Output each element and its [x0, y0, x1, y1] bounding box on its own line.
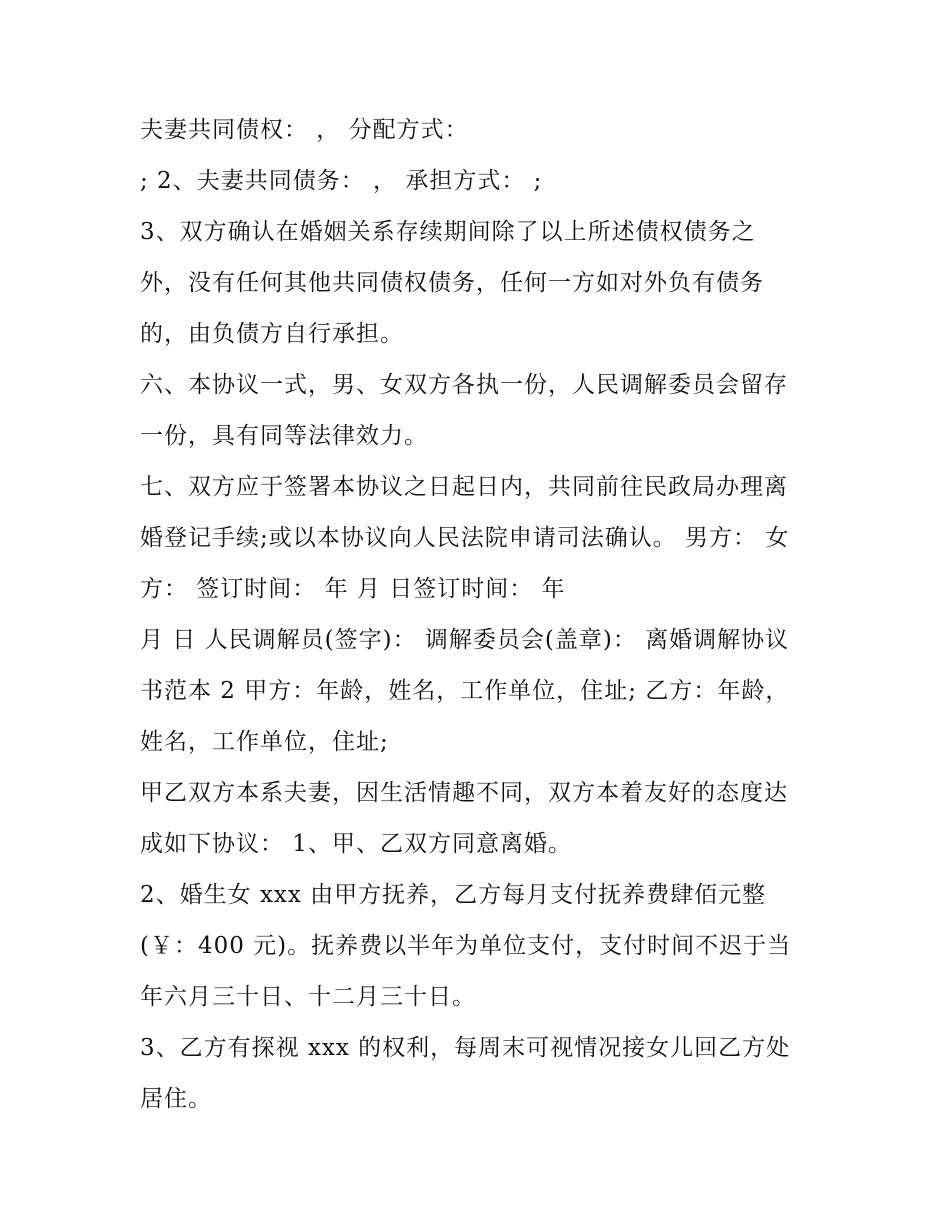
text-line: 七、双方应于签署本协议之日起日内，共同前往民政局办理离	[140, 474, 788, 500]
text-line: 外，没有任何其他共同债权债务，任何一方如对外负有债务	[140, 270, 764, 296]
text-line: 成如下协议： 1、甲、乙双方同意离婚。	[140, 831, 572, 857]
text-line: 居住。	[140, 1086, 212, 1112]
text-line: 婚登记手续;或以本协议向人民法院申请司法确认。 男方： 女	[140, 525, 790, 551]
text-line: 书范本 2 甲方：年龄，姓名，工作单位，住址; 乙方：年龄，	[140, 678, 790, 704]
text-line: 甲乙双方本系夫妻，因生活情趣不同，双方本着友好的态度达	[140, 780, 788, 806]
document-body	[140, 108, 830, 1128]
text-line: 3、双方确认在婚姻关系存续期间除了以上所述债权债务之	[140, 219, 756, 245]
text-line: (￥：400 元)。抚养费以半年为单位支付，支付时间不迟于当	[140, 933, 792, 959]
text-line: 3、乙方有探视 xxx 的权利，每周末可视情况接女儿回乙方处	[140, 1035, 791, 1061]
text-line: 一份，具有同等法律效力。	[140, 423, 428, 449]
text-line: 方： 签订时间： 年 月 日签订时间： 年	[140, 576, 566, 602]
text-line: 2、婚生女 xxx 由甲方抚养，乙方每月支付抚养费肆佰元整	[140, 882, 767, 908]
text-line: 姓名，工作单位，住址;	[140, 729, 389, 755]
text-line: 的，由负债方自行承担。	[140, 321, 404, 347]
text-line: 夫妻共同债权： ， 分配方式：	[140, 117, 469, 143]
text-line: 月 日 人民调解员(签字)： 调解委员会(盖章)： 离婚调解协议	[140, 627, 790, 653]
text-line: ; 2、夫妻共同债务： ， 承担方式： ;	[140, 168, 543, 194]
text-line: 六、本协议一式，男、女双方各执一份，人民调解委员会留存	[140, 372, 788, 398]
text-line: 年六月三十日、十二月三十日。	[140, 984, 476, 1010]
